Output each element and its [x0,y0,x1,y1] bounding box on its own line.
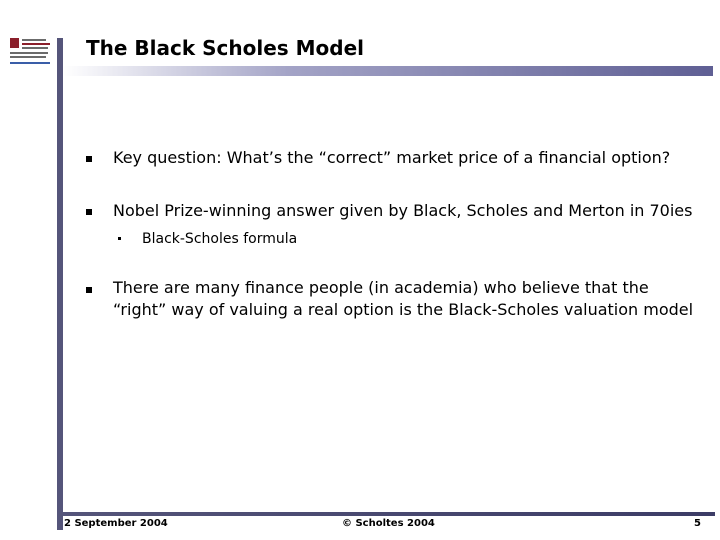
bullet-square-icon [86,209,92,215]
title-underline-bar [63,66,713,76]
crest-icon [10,38,19,48]
left-accent-bar [57,38,63,530]
university-logo [10,38,54,66]
slide-title: The Black Scholes Model [86,36,365,60]
footer-date: 2 September 2004 [64,518,168,529]
bullet-text: Key question: What’s the “correct” market price of a financial option? [113,148,671,167]
bullet-square-icon [86,156,92,162]
footer-bar [57,512,715,516]
page-number: 5 [694,518,701,529]
bullet-text: There are many finance people (in academia) who believe that the “right” way of valuing a real option is the Black-Scholes valuation model [113,278,694,319]
footer-copyright: © Scholtes 2004 [342,518,435,529]
sub-bullet-text: Black-Scholes formula [142,231,298,247]
sub-bullet-dot-icon [118,237,121,240]
bullet-square-icon [86,287,92,293]
bullet-text: Nobel Prize-winning answer given by Black, Scholes and Merton in 70ies [113,201,693,220]
